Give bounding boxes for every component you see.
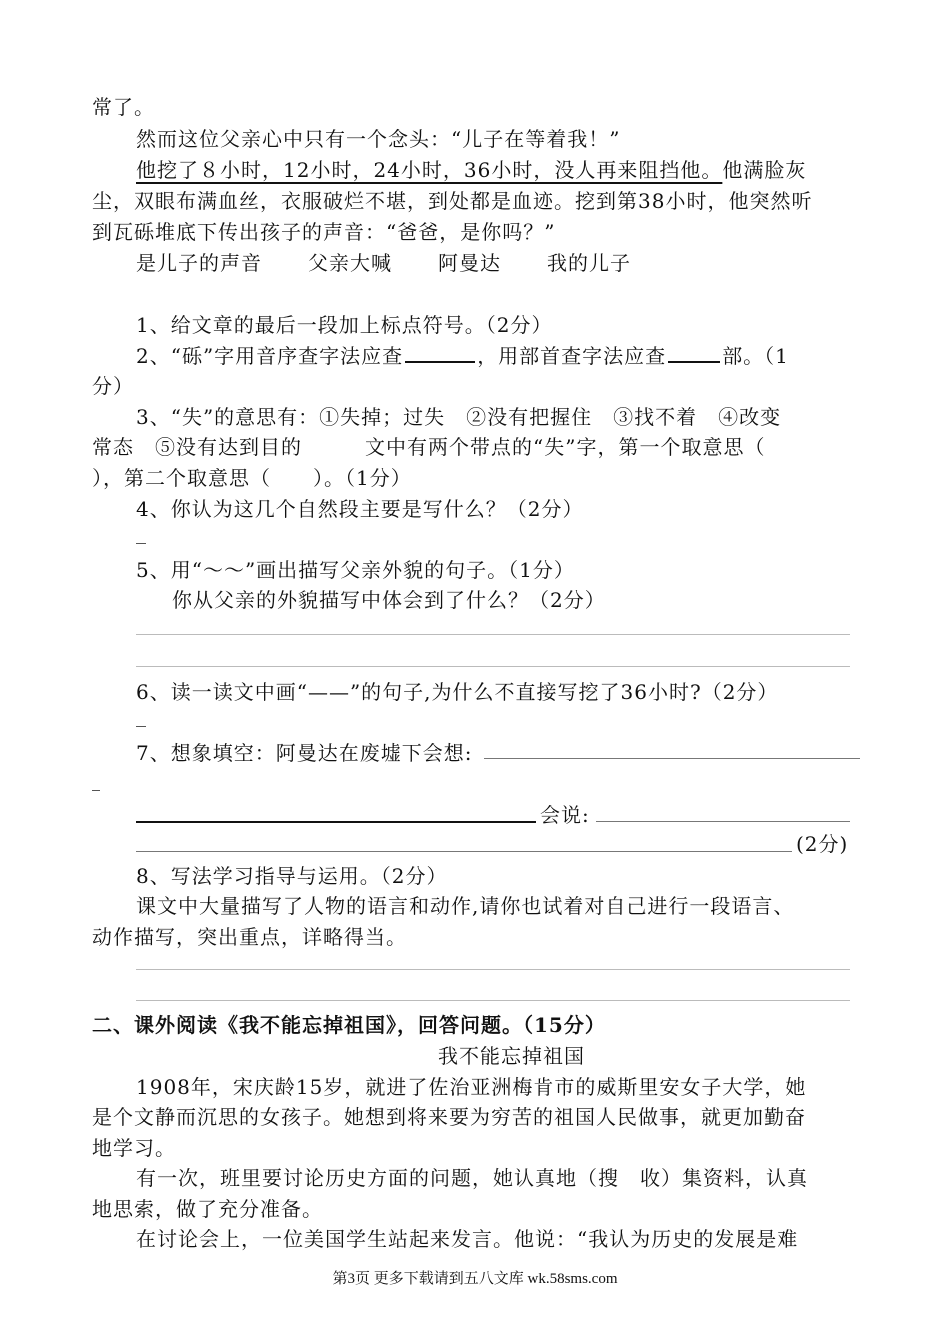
option: 我的儿子 bbox=[547, 251, 631, 275]
question-8-text: 课文中大量描写了人物的语言和动作,请你也试着对自己进行一段语言、 bbox=[136, 894, 795, 918]
question-8: 8、写法学习指导与运用。（2分） bbox=[136, 864, 448, 888]
answer-line[interactable] bbox=[136, 851, 792, 852]
article-line: 地思索，做了充分准备。 bbox=[92, 1197, 323, 1221]
question-5-sub: 你从父亲的外貌描写中体会到了什么？（2分） bbox=[172, 588, 606, 612]
passage-line: 常了。 bbox=[92, 95, 155, 119]
question-7-sub: 会说: bbox=[540, 803, 590, 827]
answer-line[interactable] bbox=[136, 634, 850, 635]
question-8-text: 动作描写，突出重点，详略得当。 bbox=[92, 925, 407, 949]
answer-options bbox=[136, 248, 631, 278]
article-line: 有一次，班里要讨论历史方面的问题，她认真地（搜 收）集资料，认真 bbox=[136, 1166, 808, 1190]
option: 是儿子的声音 bbox=[136, 251, 262, 275]
question-7: 7、想象填空：阿曼达在废墟下会想: bbox=[136, 741, 473, 765]
question-7-score: (2分) bbox=[796, 832, 849, 856]
section-heading: 二、课外阅读《我不能忘掉祖国》，回答问题。（15分） bbox=[92, 1013, 606, 1037]
article-title: 我不能忘掉祖国 bbox=[438, 1044, 585, 1068]
passage-line: 尘，双眼布满血丝，衣服破烂不堪，到处都是血迹。挖到第38小时，他突然听 bbox=[92, 189, 813, 213]
underlined-sentence: 他挖了８小时，12小时，24小时，36小时，没人再来阻挡他。 bbox=[136, 158, 723, 182]
option: 阿曼达 bbox=[438, 251, 501, 275]
answer-blank[interactable] bbox=[136, 726, 146, 727]
answer-line[interactable] bbox=[484, 758, 860, 759]
answer-line[interactable] bbox=[136, 1000, 850, 1001]
article-line: 是个文静而沉思的女孩子。她想到将来要为穷苦的祖国人民做事，就更加勤奋 bbox=[92, 1105, 806, 1129]
question-3: 3、“失”的意思有：①失掉；过失 ②没有把握住 ③找不着 ④改变 bbox=[136, 405, 782, 429]
answer-blank[interactable] bbox=[136, 543, 146, 544]
question-4: 4、你认为这几个自然段主要是写什么？（2分） bbox=[136, 497, 584, 521]
question-3-cont: ），第二个取意思（ ）。（1分） bbox=[92, 466, 412, 490]
question-1: 1、给文章的最后一段加上标点符号。（2分） bbox=[136, 313, 553, 337]
answer-line[interactable] bbox=[136, 969, 850, 970]
answer-line[interactable] bbox=[136, 821, 536, 823]
answer-line[interactable] bbox=[136, 666, 850, 667]
article-line: 1908年，宋庆龄15岁，就进了佐治亚洲梅肯市的威斯里安女子大学，她 bbox=[136, 1075, 807, 1099]
answer-line[interactable] bbox=[596, 821, 850, 822]
article-line: 地学习。 bbox=[92, 1136, 176, 1160]
question-3-cont: 常态 ⑤没有达到目的 文中有两个带点的“失”字，第一个取意思（ bbox=[92, 435, 766, 459]
article-line: 在讨论会上，一位美国学生站起来发言。他说：“我认为历史的发展是难 bbox=[136, 1227, 799, 1251]
answer-blank[interactable] bbox=[92, 790, 100, 791]
passage-line: 到瓦砾堆底下传出孩子的声音：“爸爸，是你吗？” bbox=[92, 220, 556, 244]
question-2-cont: 分） bbox=[92, 374, 134, 398]
answer-blank[interactable] bbox=[405, 341, 475, 363]
option: 父亲大喊 bbox=[308, 251, 392, 275]
page-footer: 第3页 更多下载请到五八文库 wk.58sms.com bbox=[332, 1271, 618, 1287]
question-2: 2、“砾”字用音序查字法应查 ，用部首查字法应查 部。（1 bbox=[136, 341, 789, 371]
passage-line: 然而这位父亲心中只有一个念头：“儿子在等着我！” bbox=[136, 127, 621, 151]
passage-line: 他挖了８小时，12小时，24小时，36小时，没人再来阻挡他。他满脸灰 bbox=[136, 158, 807, 182]
answer-blank[interactable] bbox=[668, 341, 720, 363]
question-5: 5、用“～～”画出描写父亲外貌的句子。（1分） bbox=[136, 558, 575, 582]
question-6: 6、读一读文中画“——”的句子,为什么不直接写挖了36小时?（2分） bbox=[136, 680, 779, 704]
